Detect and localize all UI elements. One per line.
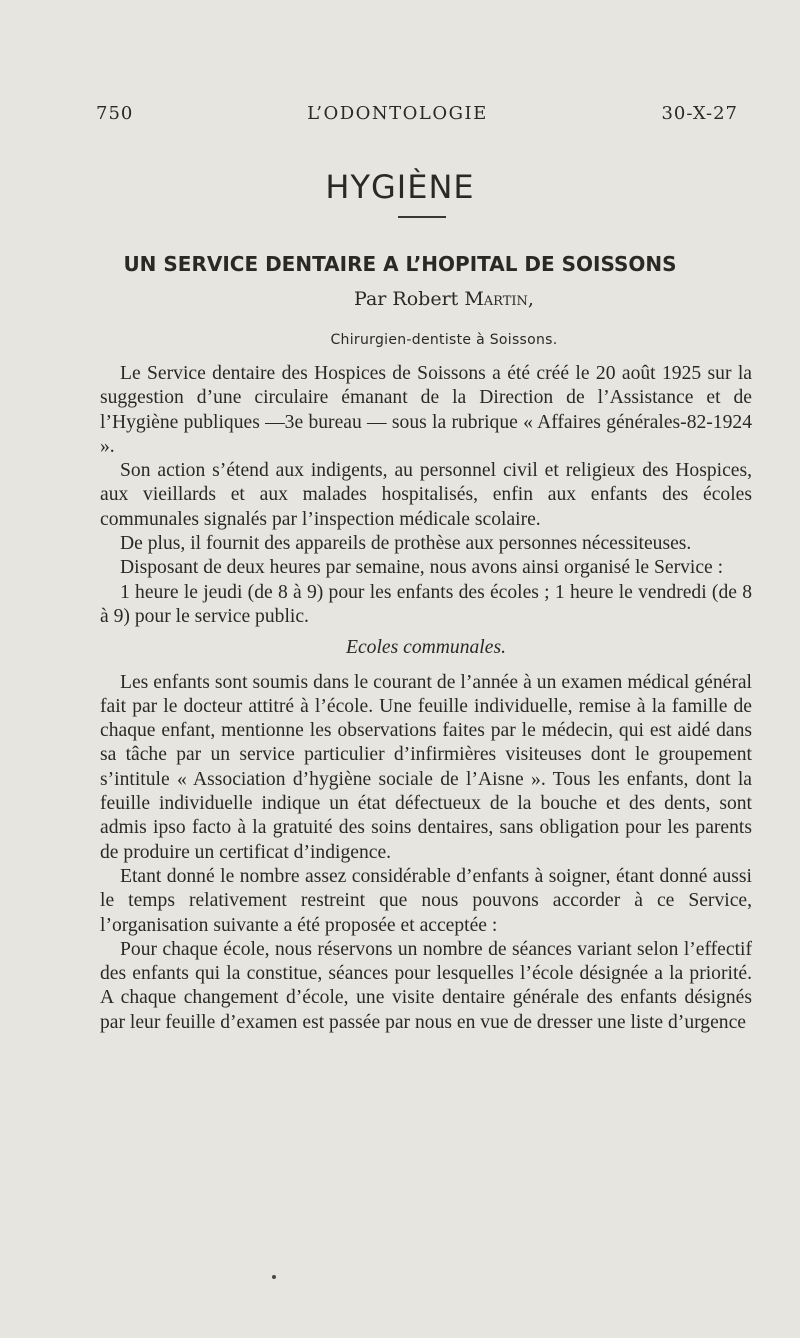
byline-prefix: Par Robert xyxy=(354,288,465,310)
section-title: HYGIÈNE xyxy=(325,168,475,206)
article-body xyxy=(100,362,752,1035)
issue-date: 30-X-27 xyxy=(661,103,738,124)
article-title: UN SERVICE DENTAIRE A L’HOPITAL DE SOISSONS xyxy=(123,252,677,276)
paragraph: Le Service dentaire des Hospices de Soissons a été créé le 20 août 1925 sur la suggestion d’une circulaire émanant de la Direction de l’Assistance et de l’Hygiène publiques —3e bureau — sous la rubrique « Affaires générales-82-1924 ». xyxy=(100,363,752,457)
page-number: 750 xyxy=(96,103,134,124)
paragraph: Pour chaque école, nous réservons un nombre de séances variant selon l’effectif des enfants qui la constitue, séances pour lesquelles l’école désignée a la priorité. A chaque changement d’école, une visite dentaire générale des enfants désignés par leur feuille d’examen est passée par nous en vue de dresser une liste d’urgence xyxy=(100,938,752,1033)
ink-speck xyxy=(272,1275,276,1279)
byline xyxy=(0,288,800,310)
title-rule xyxy=(398,216,446,218)
journal-title: L’ODONTOLOGIE xyxy=(307,103,488,124)
author-affiliation: Chirurgien-dentiste à Soissons. xyxy=(330,332,558,348)
paragraph: De plus, il fournit des appareils de prothèse aux personnes nécessiteuses. xyxy=(120,533,692,555)
byline-suffix: , xyxy=(527,288,534,310)
paragraph: Etant donné le nombre assez considérable d’enfants à soigner, étant donné aussi le temps relativement restreint que nous pouvons accorder à ce Service, l’organisation suivante a été proposée et acceptée : xyxy=(100,865,752,936)
paragraph: Disposant de deux heures par semaine, nous avons ainsi organisé le Service : xyxy=(120,557,724,579)
author-name: Martin xyxy=(464,288,528,310)
paragraph: Les enfants sont soumis dans le courant de l’année à un examen médical général fait par le docteur attitré à l’école. Une feuille individuelle, remise à la famille de chaque enfant, mentionne les observations faites par le médecin, qui est aidé dans sa tâche par un service particulier d’infirmières visiteuses dont le groupement s’intitule « Association d’hygiène sociale de l’Aisne ». Tous les enfants, dont la feuille individuelle indique un état défectueux de la bouche et des dents, sont admis ipso facto à la gratuité des soins dentaires, sans obligation pour les parents de produire un certificat d’indigence. xyxy=(100,671,752,863)
paragraph: Son action s’étend aux indigents, au personnel civil et religieux des Hospices, aux vieillards et aux malades hospitalisés, enfin aux enfants des écoles communales signalés par l’inspection médicale scolaire. xyxy=(100,460,752,530)
running-header xyxy=(96,103,738,124)
paragraph: 1 heure le jeudi (de 8 à 9) pour les enfants des écoles ; 1 heure le vendredi (de 8 à 9) pour le service public. xyxy=(100,581,752,627)
subheading: Ecoles communales. xyxy=(346,637,506,659)
